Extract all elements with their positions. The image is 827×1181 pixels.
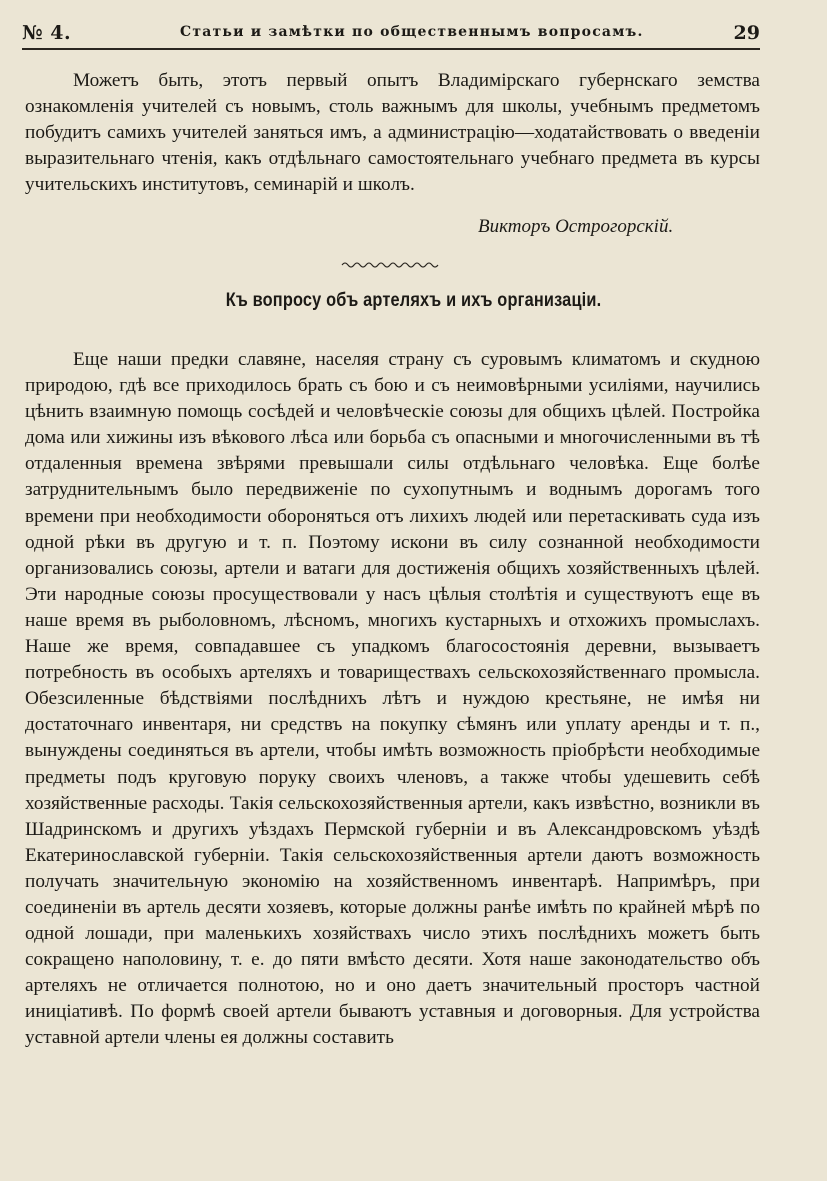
running-title: Статьи и замѣтки по общественнымъ вопросамъ. (180, 24, 644, 40)
issue-number: № 4. (22, 22, 72, 44)
article-title: Къ вопросу объ артеляхъ и ихъ организаціи. (225, 290, 602, 311)
wavy-divider (340, 258, 440, 272)
author-signature: Викторъ Острогорскій. (478, 216, 674, 237)
previous-article-paragraph: Можетъ быть, этотъ первый опытъ Владимірскаго губернскаго земства ознакомленія учителей съ новымъ, столь важнымъ для школы, учебнымъ предметомъ побудитъ самихъ учителей заняться имъ, а администрацію—ходатайствовать о введеніи выразительнаго чтенія, какъ отдѣльнаго самостоятельнаго учебнаго предмета въ курсы учительскихъ институтовъ, семинарій и школъ. (25, 70, 760, 196)
page-number: 29 (733, 22, 760, 44)
article-paragraph: Еще наши предки славяне, населяя страну съ суровымъ климатомъ и скудною природою, гдѣ все приходилось брать съ бою и съ неимовѣрными усиліями, научились цѣнить взаимную помощь сосѣдей и человѣческіе союзы для общихъ цѣлей. Постройка дома или хижины изъ вѣкового лѣса или борьба съ опасными и многочисленными въ тѣ отдаленныя времена звѣрями превышали силы отдѣльнаго человѣка. Еще болѣе затруднительнымъ было передвиженіе по сухопутнымъ и воднымъ дорогамъ того времени при необходимости обороняться отъ лихихъ людей или перетаскивать суда изъ одной рѣки въ другую и т. п. Поэтому искони въ силу сознанной необходимости организовались союзы, артели и ватаги для достиженія общихъ хозяйственныхъ цѣлей. Эти народные союзы просуществовали у насъ цѣлыя столѣтія и существуютъ еще въ наше время въ рыболовномъ, лѣсномъ, многихъ кустарныхъ и отхожихъ промыслахъ. Наше же время, совпадавшее съ упадкомъ благосостоянія деревни, вызываетъ потребность въ особыхъ артеляхъ и товариществахъ сельскохозяйственнаго промысла. Обезсиленные бѣдствіями послѣднихъ лѣтъ и нуждою крестьяне, не имѣя ни достаточнаго инвентаря, ни средствъ на покупку сѣмянъ или уплату аренды и т. п., вынуждены соединяться въ артели, чтобы имѣть возможность пріобрѣсти необходимые предметы подъ круговую поруку своихъ членовъ, а также чтобы удешевить себѣ хозяйственные расходы. Такія сельскохозяйственныя артели, какъ извѣстно, возникли въ Шадринскомъ и другихъ уѣздахъ Пермской губерніи и въ Александровскомъ уѣздѣ Екатеринославской губерніи. Такія сельскохозяйственныя артели даютъ возможность получать значительную экономію на хозяйственномъ инвентарѣ. Напримѣръ, при соединеніи въ артель десяти хозяевъ, которые должны ранѣе имѣть по крайней мѣрѣ по одной лошади, при маленькихъ хозяйствахъ число этихъ послѣднихъ можетъ быть сокращено наполовину, т. е. до пяти вмѣсто десяти. Хотя наше законодательство объ артеляхъ не отличается полнотою, но и оно даетъ значительный просторъ частной иниціативѣ. По формѣ своей артели бываютъ уставныя и договорныя. Для устройства уставной артели члены ея должны составить (25, 349, 760, 1049)
running-header (22, 22, 760, 50)
